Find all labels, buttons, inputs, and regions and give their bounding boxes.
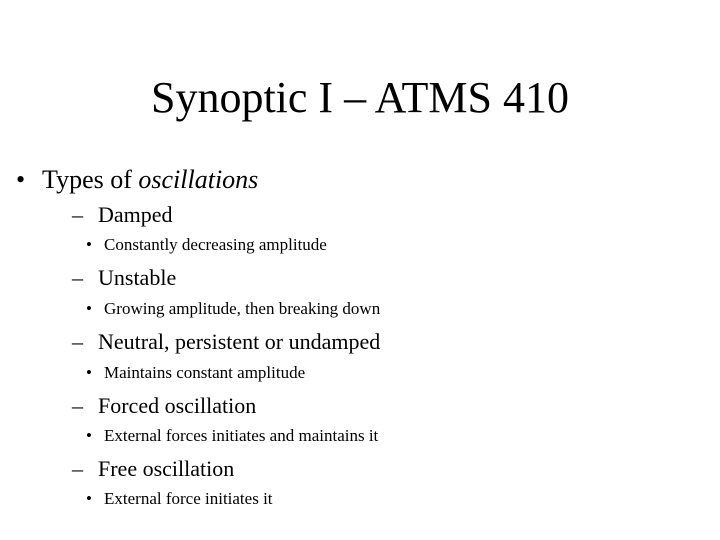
list-item (72, 455, 234, 483)
bullet-marker: • (86, 235, 92, 254)
bullet-marker: • (86, 489, 92, 508)
list-item-detail (86, 234, 327, 256)
list-item-detail-text: Maintains constant amplitude (104, 363, 306, 382)
bullet-marker: • (86, 363, 92, 382)
list-item (72, 264, 176, 292)
dash-marker: – (72, 202, 83, 227)
list-item-detail-text: Constantly decreasing amplitude (104, 235, 327, 254)
list-item (72, 201, 173, 229)
list-item-detail-text: External forces initiates and maintains it (104, 426, 379, 445)
list-item-label: Damped (98, 202, 173, 227)
main-bullet (16, 164, 258, 196)
list-item-label: Unstable (98, 265, 177, 290)
dash-marker: – (72, 265, 83, 290)
list-item-detail-text: Growing amplitude, then breaking down (104, 299, 381, 318)
dash-marker: – (72, 393, 83, 418)
main-bullet-prefix: Types of (42, 165, 139, 194)
list-item (72, 392, 256, 420)
bullet-marker: • (16, 165, 26, 194)
slide-title: Synoptic I – ATMS 410 (150, 73, 570, 122)
list-item (72, 328, 380, 356)
list-item-detail (86, 362, 305, 384)
list-item-detail (86, 298, 380, 320)
main-bullet-emphasis: oscillations (138, 165, 259, 194)
dash-marker: – (72, 456, 83, 481)
bullet-marker: • (86, 299, 92, 318)
list-item-detail (86, 425, 378, 447)
list-item-detail-text: External force initiates it (104, 489, 273, 508)
list-item-label: Neutral, persistent or undamped (98, 329, 381, 354)
list-item-detail (86, 488, 273, 510)
list-item-label: Forced oscillation (98, 393, 257, 418)
dash-marker: – (72, 329, 83, 354)
list-item-label: Free oscillation (98, 456, 235, 481)
bullet-marker: • (86, 426, 92, 445)
